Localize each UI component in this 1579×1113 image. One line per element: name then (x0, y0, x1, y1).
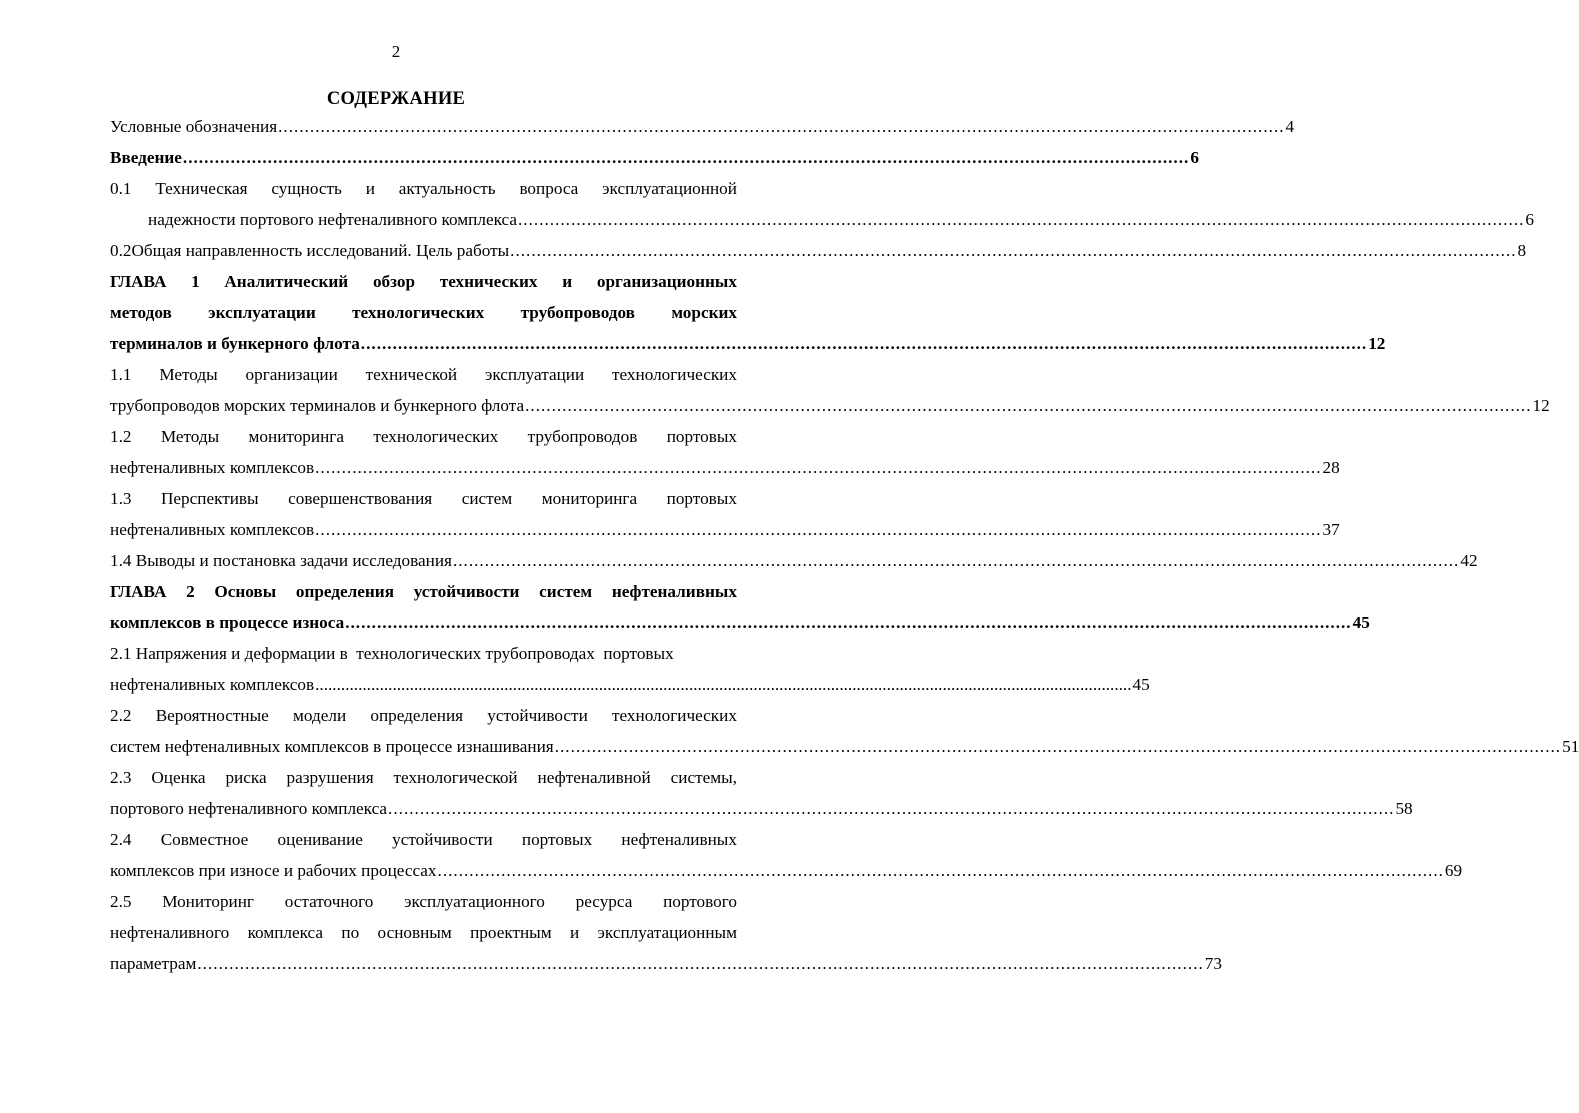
word: ГЛАВА (110, 582, 167, 601)
word: методов (110, 303, 172, 322)
toc-entry-0-2[interactable] (110, 237, 1527, 268)
word: систем (539, 582, 593, 601)
toc-entry-2-4[interactable] (110, 826, 1463, 888)
word: ресурса (575, 892, 633, 911)
word: разрушения (286, 768, 374, 787)
word: совершенствования (288, 489, 433, 508)
word: 1 (191, 272, 200, 291)
toc-entry-line (110, 919, 737, 950)
word: эксплуатации (484, 365, 585, 384)
toc-page-number: 12 (1532, 396, 1550, 415)
toc-entry-2-1[interactable] (110, 640, 1150, 702)
toc-entry-2-3[interactable] (110, 764, 1413, 826)
word: технологических (373, 427, 499, 446)
toc-entry-text: нефтеналивных комплексов (110, 675, 315, 694)
toc-entry-chapter-1[interactable] (110, 268, 1386, 361)
word: Методы (159, 365, 218, 384)
leader-dots: .............................................................................................................................................................................................. (197, 954, 1204, 973)
word: Аналитический (224, 272, 349, 291)
toc-entry-text: Введение (110, 148, 182, 167)
leader-dots: .............................................................................................................................................................................................. (510, 241, 1517, 260)
toc-entry-line (110, 764, 737, 795)
word: мониторинга (248, 427, 344, 446)
word: ГЛАВА (110, 272, 167, 291)
toc-entry-text: параметрам (110, 954, 197, 973)
word: Оценка (151, 768, 206, 787)
toc-entry-text: Общая направленность исследований. Цель работы (131, 241, 510, 260)
section-number: 2.4 (110, 830, 132, 849)
word: актуальность (398, 179, 496, 198)
toc-page-number: 73 (1204, 954, 1222, 973)
word: Техническая (155, 179, 248, 198)
toc-entry-0-1[interactable] (110, 175, 1534, 237)
toc-page-number: 58 (1395, 799, 1413, 818)
toc-entry-text: систем нефтеналивных комплексов в процессе изнашивания (110, 737, 554, 756)
word: технической (365, 365, 458, 384)
word: технологической (393, 768, 518, 787)
word: нефтеналивной (537, 768, 651, 787)
table-of-contents (110, 113, 1579, 981)
toc-title: СОДЕРЖАНИЕ (326, 89, 466, 109)
section-number: 1.2 (110, 427, 132, 446)
toc-page-number: 4 (1285, 117, 1295, 136)
word: устойчивости (392, 830, 493, 849)
word: основным (377, 923, 452, 942)
toc-page-number: 8 (1517, 241, 1527, 260)
word: организационных (596, 272, 737, 291)
toc-page-number: 42 (1460, 551, 1478, 570)
toc-entry-text: терминалов и бункерного флота (110, 334, 360, 353)
section-number: 2.3 (110, 768, 132, 787)
toc-entry-line (110, 888, 737, 919)
toc-entry-line (110, 826, 737, 857)
word: портового (663, 892, 737, 911)
toc-entry-line: 2.1 Напряжения и деформации в технологических трубопроводах портовых (110, 644, 674, 663)
section-number: 0.2 (110, 241, 132, 260)
word: остаточного (284, 892, 374, 911)
word: нефтеналивных (621, 830, 737, 849)
leader-dots: .............................................................................................................................................................................................. (345, 613, 1352, 632)
leader-dots: .............................................................................................................................................................................................. (360, 334, 1368, 353)
leader-dots: .............................................................................................................................................................................................. (452, 551, 1460, 570)
toc-page-number: 6 (1190, 148, 1199, 167)
word: морских (671, 303, 737, 322)
toc-page-number: 51 (1562, 737, 1579, 756)
word: обзор (372, 272, 416, 291)
toc-entry-1-4[interactable] (110, 547, 1478, 578)
toc-entry-2-2[interactable] (110, 702, 1579, 764)
section-number: 1.1 (110, 365, 132, 384)
toc-entry-introduction[interactable] (110, 144, 1199, 175)
leader-dots: .............................................................................................................................................................................................. (437, 861, 1444, 880)
toc-entry-1-3[interactable] (110, 485, 1340, 547)
word: технических (439, 272, 538, 291)
toc-entry-text: Условные обозначения (110, 117, 278, 136)
page-number: 2 (391, 42, 401, 61)
toc-entry-text: нефтеналивных комплексов (110, 458, 315, 477)
toc-entry-1-2[interactable] (110, 423, 1340, 485)
word: технологических (612, 365, 737, 384)
toc-entry-line (110, 485, 737, 516)
leader-dots: .............................................................................................................................................................................................. (315, 520, 1322, 539)
word: трубопроводов (520, 303, 635, 322)
section-number: 2.5 (110, 892, 132, 911)
word: системы, (670, 768, 737, 787)
toc-entry-symbols[interactable] (110, 113, 1295, 144)
toc-entry-text: нефтеналивных комплексов (110, 520, 315, 539)
toc-entry-chapter-2[interactable] (110, 578, 1370, 640)
toc-page-number: 45 (1352, 613, 1370, 632)
toc-page-number: 28 (1322, 458, 1340, 477)
toc-page-number: 37 (1322, 520, 1340, 539)
word: риска (225, 768, 267, 787)
word: вопроса (519, 179, 579, 198)
word: технологических (611, 706, 737, 725)
word: определения (295, 582, 395, 601)
word: и (569, 923, 580, 942)
toc-entry-text: комплексов при износе и рабочих процессах (110, 861, 437, 880)
section-number: 1.3 (110, 489, 132, 508)
toc-page-number: 12 (1368, 334, 1386, 353)
toc-entry-line (110, 175, 737, 206)
word: эксплуатационной (602, 179, 737, 198)
word: Перспективы (161, 489, 259, 508)
word: портовых (666, 489, 737, 508)
word: комплекса (247, 923, 323, 942)
word: трубопроводов (527, 427, 638, 446)
word: и (562, 272, 573, 291)
toc-entry-2-5[interactable] (110, 888, 1222, 981)
word: Основы (214, 582, 277, 601)
section-number: 2.2 (110, 706, 132, 725)
toc-entry-line (110, 299, 737, 330)
toc-entry-line (110, 423, 737, 454)
word: оценивание (277, 830, 363, 849)
toc-page-number: 69 (1444, 861, 1463, 880)
word: эксплуатационным (597, 923, 737, 942)
word: Совместное (160, 830, 249, 849)
word: портовых (666, 427, 737, 446)
word: и (365, 179, 375, 198)
toc-entry-text: комплексов в процессе износа (110, 613, 345, 632)
word: портовых (521, 830, 593, 849)
leader-dots: .............................................................................................................................................................................................. (525, 396, 1532, 415)
leader-dots: .............................................................................................................................................................................................. (517, 210, 1525, 229)
leader-dots: .............................................................................................................................................................................................. (315, 458, 1322, 477)
word: мониторинга (541, 489, 638, 508)
word: нефтеналивных (611, 582, 737, 601)
word: модели (293, 706, 347, 725)
toc-page-number: 6 (1525, 210, 1534, 229)
toc-entry-text: портового нефтеналивного комплекса (110, 799, 388, 818)
word: систем (461, 489, 513, 508)
word: организации (245, 365, 338, 384)
word: технологических (352, 303, 485, 322)
word: устойчивости (413, 582, 520, 601)
section-number: 0.1 (110, 179, 132, 198)
word: определения (370, 706, 464, 725)
toc-entry-text: трубопроводов морских терминалов и бункерного флота (110, 396, 525, 415)
toc-entry-text: 1.4 Выводы и постановка задачи исследования (110, 551, 452, 570)
word: проектным (470, 923, 552, 942)
word: 2 (186, 582, 195, 601)
toc-page-number: 45 (1132, 675, 1150, 694)
toc-entry-line (110, 268, 737, 299)
leader-dots: .............................................................................................................................................................................................. (315, 675, 1132, 694)
word: сущность (271, 179, 342, 198)
leader-dots: .............................................................................................................................................................................................. (554, 737, 1562, 756)
leader-dots: .............................................................................................................................................................................................. (388, 799, 1395, 818)
word: устойчивости (487, 706, 588, 725)
toc-entry-1-1[interactable] (110, 361, 1550, 423)
word: по (341, 923, 360, 942)
toc-entry-text: надежности портового нефтеналивного комплекса (148, 210, 517, 229)
word: Вероятностные (155, 706, 269, 725)
word: нефтеналивного (110, 923, 230, 942)
word: Методы (160, 427, 220, 446)
toc-entry-line (110, 578, 737, 609)
leader-dots: .............................................................................................................................................................................................. (182, 148, 1190, 167)
word: эксплуатационного (404, 892, 545, 911)
leader-dots: .............................................................................................................................................................................................. (278, 117, 1285, 136)
word: Мониторинг (162, 892, 254, 911)
word: эксплуатации (208, 303, 316, 322)
toc-entry-line (110, 702, 737, 733)
toc-entry-line (110, 361, 737, 392)
